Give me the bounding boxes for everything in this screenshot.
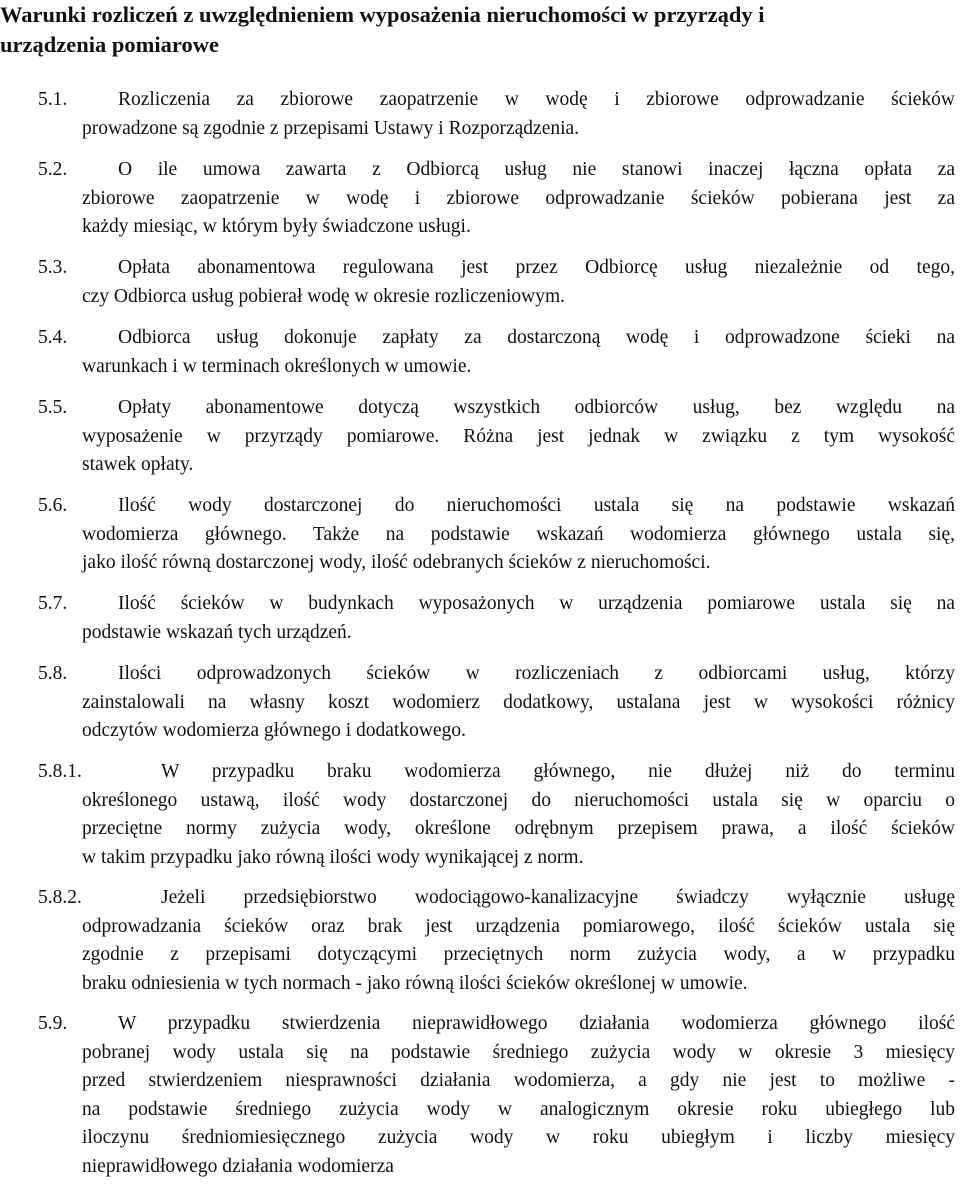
section-number: 5.8.1.: [38, 761, 82, 782]
section-text-line: przed stwierdzeniem niesprawności działania wodomierza, a gdy nie jest to możliwe -: [82, 1070, 955, 1092]
heading-line-2: urządzenia pomiarowe: [0, 32, 219, 57]
section-text-line: wyposażenie w przyrządy pomiarowe. Różna jest jednak w związku z tym wysokość: [82, 425, 955, 447]
section-text-line: Odbiorca usług dokonuje zapłaty za dostarczoną wodę i odprowadzone ścieki na: [118, 327, 955, 348]
section-text-line: Ilości odprowadzonych ścieków w rozliczeniach z odbiorcami usług, którzy: [118, 663, 955, 684]
section-number: 5.9.: [38, 1013, 68, 1034]
section-text-line: zbiorowe zaopatrzenie w wodę i zbiorowe odprowadzanie ścieków pobierana jest za: [82, 187, 955, 209]
section-text-line: W przypadku stwierdzenia nieprawidłowego działania wodomierza głównego ilość: [118, 1013, 955, 1034]
section-text-line: odprowadzania ścieków oraz brak jest urządzenia pomiarowego, ilość ścieków ustala się: [82, 915, 955, 937]
section-text-line: przeciętne normy zużycia wody, określone odrębnym przepisem prawa, a ilość ścieków: [82, 818, 955, 840]
section-text-line: W przypadku braku wodomierza głównego, nie dłużej niż do terminu: [161, 761, 955, 782]
section-text-line: podstawie wskazań tych urządzeń.: [82, 621, 352, 643]
section-text-line: Ilość ścieków w budynkach wyposażonych w urządzenia pomiarowe ustala się na: [118, 593, 955, 614]
section-text-line: jako ilość równą dostarczonej wody, ilość odebranych ścieków z nieruchomości.: [82, 552, 711, 574]
section-number: 5.2.: [38, 159, 68, 180]
section-text-line: na podstawie średniego zużycia wody w analogicznym okresie roku ubiegłego lub: [82, 1098, 955, 1120]
section-number: 5.4.: [38, 327, 68, 348]
section-text-line: określonego ustawą, ilość wody dostarczonej do nieruchomości ustala się w oparciu o: [82, 789, 955, 811]
heading-line-1: Warunki rozliczeń z uwzględnieniem wyposażenia nieruchomości w przyrządy i: [0, 2, 765, 27]
section-text-line: Ilość wody dostarczonej do nieruchomości ustala się na podstawie wskazań: [118, 495, 955, 516]
document-heading: [0, 0, 950, 60]
section-text-line: Jeżeli przedsiębiorstwo wodociągowo-kanalizacyjne świadczy wyłącznie usługę: [161, 887, 955, 908]
section-text-line: odczytów wodomierza głównego i dodatkowego.: [82, 720, 466, 742]
section-text-line: w takim przypadku jako równą ilości wody wynikającej z norm.: [82, 846, 584, 868]
section-text-line: pobranej wody ustala się na podstawie średniego zużycia wody w okresie 3 miesięcy: [82, 1041, 955, 1063]
section-text-line: prowadzone są zgodnie z przepisami Ustawy i Rozporządzenia.: [82, 117, 580, 139]
section-number: 5.6.: [38, 495, 68, 516]
section-number: 5.8.2.: [38, 887, 82, 908]
section-text-line: zgodnie z przepisami dotyczącymi przeciętnych norm zużycia wody, a w przypadku: [82, 944, 955, 966]
section-text-line: czy Odbiorca usług pobierał wodę w okresie rozliczeniowym.: [82, 285, 566, 307]
section-text-line: Rozliczenia za zbiorowe zaopatrzenie w wodę i zbiorowe odprowadzanie ścieków: [118, 89, 955, 110]
section-number: 5.3.: [38, 257, 68, 278]
section-number: 5.5.: [38, 397, 68, 418]
section-number: 5.7.: [38, 593, 68, 614]
section-number: 5.8.: [38, 663, 68, 684]
section-text-line: Opłata abonamentowa regulowana jest przez Odbiorcę usług niezależnie od tego,: [118, 257, 955, 278]
section-text-line: braku odniesienia w tych normach - jako równą ilości ścieków określonej w umowie.: [82, 972, 748, 994]
section-text-line: O ile umowa zawarta z Odbiorcą usług nie stanowi inaczej łączna opłata za: [118, 159, 955, 180]
section-text-line: zainstalowali na własny koszt wodomierz dodatkowy, ustalana jest w wysokości różnicy: [82, 691, 955, 713]
section-text-line: każdy miesiąc, w którym były świadczone usługi.: [82, 216, 471, 238]
section-number: 5.1.: [38, 89, 68, 110]
section-text-line: warunkach i w terminach określonych w umowie.: [82, 355, 472, 377]
section-text-line: nieprawidłowego działania wodomierza: [82, 1156, 394, 1177]
section-text-line: iloczynu średniomiesięcznego zużycia wody w roku ubiegłym i liczby miesięcy: [82, 1127, 955, 1149]
section-text-line: Opłaty abonamentowe dotyczą wszystkich odbiorców usług, bez względu na: [118, 397, 955, 418]
section-text-line: stawek opłaty.: [82, 454, 194, 476]
section-text-line: wodomierza głównego. Także na podstawie wskazań wodomierza głównego ustala się,: [82, 523, 955, 545]
